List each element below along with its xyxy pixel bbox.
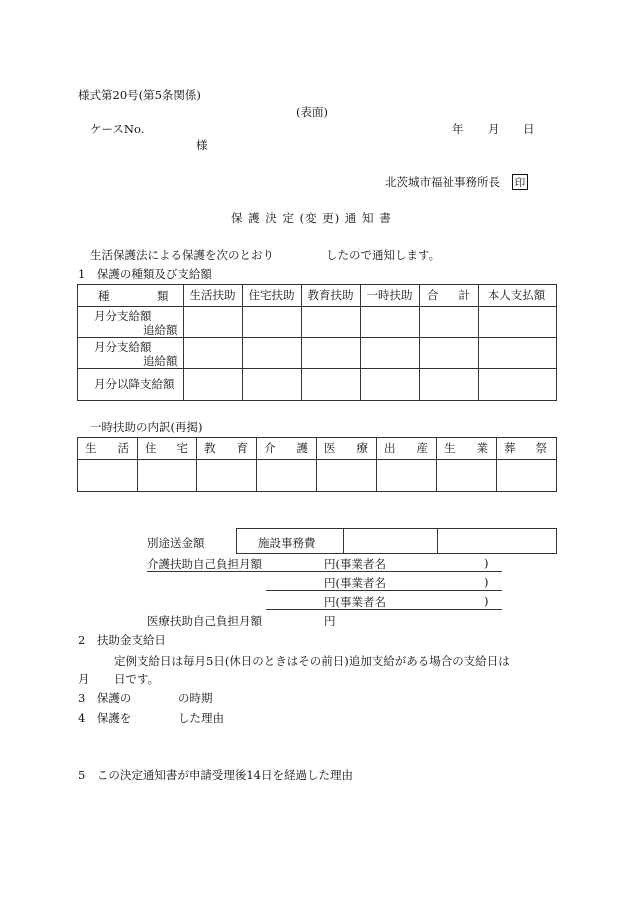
onetime-char: 宅 xyxy=(176,441,188,455)
seal-stamp: 印 xyxy=(512,174,528,190)
col-header-living: 生活扶助 xyxy=(189,288,236,302)
onetime-char: 業 xyxy=(476,441,488,455)
section2-line1: 定例支給日は毎月5日(休日のときはその前日)追加支給がある場合の支給日は xyxy=(114,654,510,668)
onetime-heading: 一時扶助の内訳(再掲) xyxy=(90,420,203,434)
care-close-paren-3: ) xyxy=(484,594,489,608)
onetime-col-medical xyxy=(316,437,376,459)
intro-text-2: したので通知します。 xyxy=(326,248,441,262)
col-header-self-pay: 本人支払額 xyxy=(487,288,546,302)
intro-text-1: 生活保護法による保護を次のとおり xyxy=(90,248,274,262)
date-month: 月 xyxy=(488,122,500,136)
kind-header-b: 類 xyxy=(157,289,169,303)
row1-label-2: 追給額 xyxy=(143,323,178,337)
onetime-char: 介 xyxy=(264,441,276,455)
care-close-paren-1: ) xyxy=(484,556,489,570)
row3-label: 月分以降支給額 xyxy=(94,377,175,391)
care-line-2: 円(事業者名 xyxy=(324,576,386,590)
medical-yen: 円 xyxy=(324,614,336,628)
col-header-total xyxy=(419,284,478,306)
onetime-char: 葬 xyxy=(504,441,516,455)
onetime-col-funeral xyxy=(496,437,555,459)
kind-header-a: 種 xyxy=(98,289,110,303)
onetime-char: 産 xyxy=(416,441,428,455)
section3-suffix: の時期 xyxy=(178,691,213,705)
onetime-char: 育 xyxy=(236,441,248,455)
row2-label-2: 追給額 xyxy=(143,354,178,368)
onetime-char: 祭 xyxy=(535,441,547,455)
form-number: 様式第20号(第5条関係) xyxy=(78,88,201,102)
onetime-col-living xyxy=(77,437,137,459)
col-header-onetime: 一時扶助 xyxy=(366,288,413,302)
section4-label: 4 保護を xyxy=(78,711,132,725)
facility-fee-label: 施設事務費 xyxy=(258,536,316,550)
row1-label-1: 月分支給額 xyxy=(94,309,152,323)
onetime-char: 出 xyxy=(384,441,396,455)
onetime-char: 活 xyxy=(117,441,129,455)
date-year: 年 xyxy=(452,122,464,136)
onetime-char: 生 xyxy=(444,441,456,455)
col-header-housing: 住宅扶助 xyxy=(248,288,295,302)
care-line-1: 円(事業者名 xyxy=(324,557,386,571)
section2-heading: 2 扶助金支給日 xyxy=(78,633,166,647)
onetime-col-occupation xyxy=(436,437,496,459)
issuer-name: 北茨城市福祉事務所長 xyxy=(385,175,500,189)
onetime-col-childbirth xyxy=(376,437,436,459)
onetime-col-housing xyxy=(137,437,196,459)
onetime-char: 住 xyxy=(145,441,157,455)
col-header-education: 教育扶助 xyxy=(307,288,354,302)
section4-suffix: した理由 xyxy=(178,711,224,725)
onetime-char: 護 xyxy=(296,441,308,455)
section1-heading: 1 保護の種類及び支給額 xyxy=(78,267,212,281)
section2-day: 日です。 xyxy=(114,672,160,686)
onetime-col-education xyxy=(196,437,256,459)
onetime-col-care xyxy=(256,437,316,459)
remittance-label: 別途送金額 xyxy=(147,536,205,550)
addressee-suffix: 様 xyxy=(196,138,208,152)
document-title: 保 護 決 定 (変 更) 通 知 書 xyxy=(231,211,392,225)
row2-label-1: 月分支給額 xyxy=(94,340,152,354)
section5-label: 5 この決定通知書が申請受理後14日を経過した理由 xyxy=(78,768,353,782)
onetime-char: 療 xyxy=(356,441,368,455)
care-line-3: 円(事業者名 xyxy=(324,595,386,609)
date-day: 日 xyxy=(523,122,535,136)
onetime-char: 医 xyxy=(324,441,336,455)
care-self-pay-label: 介護扶助自己負担月額 xyxy=(147,557,262,571)
onetime-char: 教 xyxy=(204,441,216,455)
total-header-a: 合 xyxy=(427,288,439,302)
total-header-b: 計 xyxy=(458,288,470,302)
section2-month: 月 xyxy=(78,672,90,686)
medical-self-pay-label: 医療扶助自己負担月額 xyxy=(147,614,262,628)
face-label: (表面) xyxy=(296,105,328,119)
section3-label: 3 保護の xyxy=(78,691,132,705)
onetime-char: 生 xyxy=(85,441,97,455)
care-close-paren-2: ) xyxy=(484,575,489,589)
case-number-label: ケースNo. xyxy=(90,122,145,136)
